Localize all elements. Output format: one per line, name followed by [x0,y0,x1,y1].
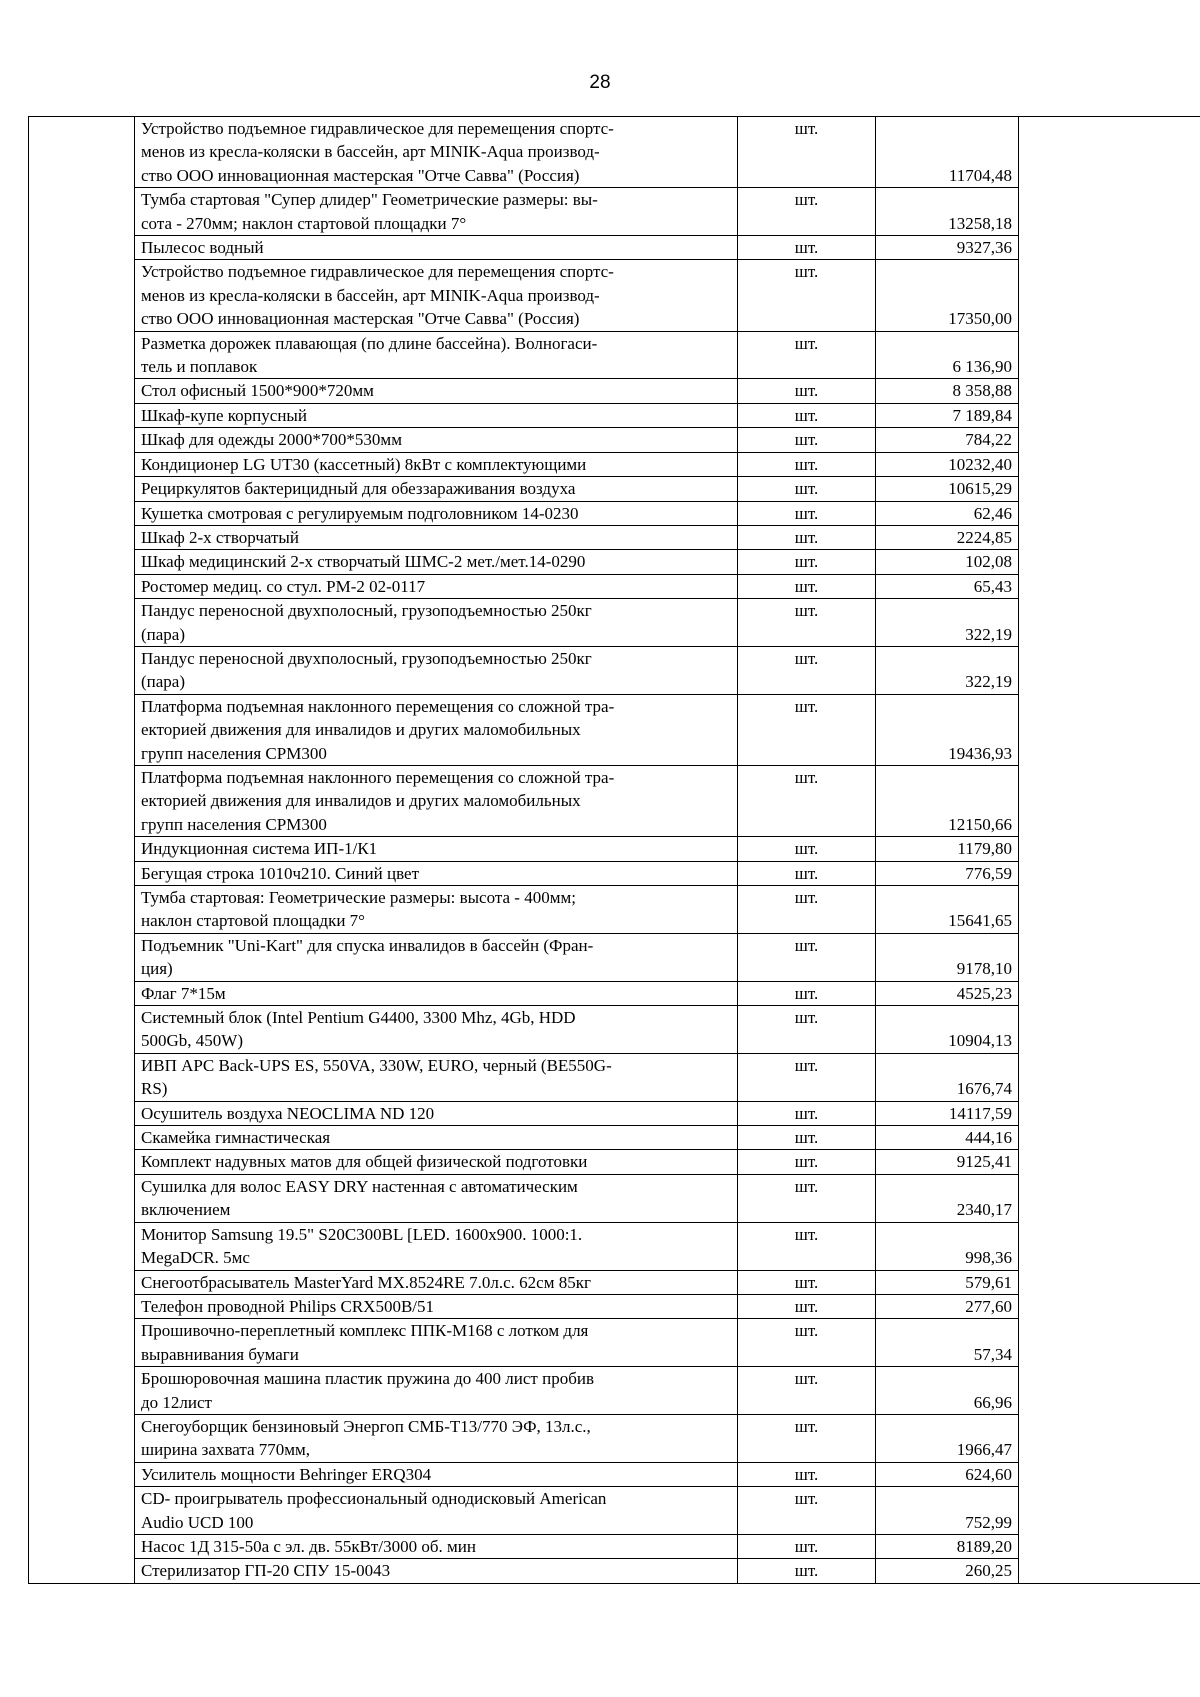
item-price-cell: 6 136,90 [876,331,1019,379]
table-row [29,117,1200,188]
item-unit-cell: шт. [738,428,876,452]
item-price-cell: 102,08 [876,550,1019,574]
item-price-cell: 322,19 [876,599,1019,647]
item-price-cell: 1966,47 [876,1414,1019,1462]
item-price-cell: 322,19 [876,646,1019,694]
item-unit-cell: шт. [738,1487,876,1535]
item-unit-cell: шт. [738,1294,876,1318]
item-name-cell: Скамейка гимнастическая [135,1126,738,1150]
item-unit-cell: шт. [738,501,876,525]
item-unit-cell: шт. [738,260,876,331]
item-unit-cell: шт. [738,933,876,981]
item-price-cell: 2224,85 [876,525,1019,549]
item-price-cell: 12150,66 [876,765,1019,836]
note-cell [1019,117,1200,1584]
item-price-cell: 14117,59 [876,1101,1019,1125]
item-unit-cell: шт. [738,1222,876,1270]
item-name-cell: Флаг 7*15м [135,981,738,1005]
item-name-cell: Тумба стартовая "Супер длидер" Геометрические размеры: вы- сота - 270мм; наклон стартовой площадки 7° [135,188,738,236]
page-number: 28 [589,72,611,93]
item-unit-cell: шт. [738,452,876,476]
item-price-cell: 1179,80 [876,837,1019,861]
item-name-cell: Рециркулятов бактерицидный для обеззараживания воздуха [135,477,738,501]
item-unit-cell: шт. [738,694,876,765]
item-name-cell: Шкаф для одежды 2000*700*530мм [135,428,738,452]
item-price-cell: 17350,00 [876,260,1019,331]
item-price-cell: 579,61 [876,1270,1019,1294]
item-price-cell: 624,60 [876,1462,1019,1486]
item-price-cell: 277,60 [876,1294,1019,1318]
item-price-cell: 10232,40 [876,452,1019,476]
item-unit-cell: шт. [738,886,876,934]
item-price-cell: 57,34 [876,1319,1019,1367]
item-price-cell: 998,36 [876,1222,1019,1270]
item-name-cell: Пандус переносной двухполосный, грузоподъемностью 250кг (пара) [135,646,738,694]
item-unit-cell: шт. [738,1053,876,1101]
item-name-cell: Стерилизатор ГП-20 СПУ 15-0043 [135,1559,738,1583]
item-name-cell: Шкаф медицинский 2-х створчатый ШМС-2 мет./мет.14-0290 [135,550,738,574]
item-unit-cell: шт. [738,1174,876,1222]
item-price-cell: 2340,17 [876,1174,1019,1222]
item-unit-cell: шт. [738,550,876,574]
item-name-cell: Ростомер медиц. со стул. РМ-2 02-0117 [135,574,738,598]
item-price-cell: 65,43 [876,574,1019,598]
item-name-cell: Платформа подъемная наклонного перемещения со сложной тра- екторией движения для инвалидов и других маломобильных групп населения СРМ300 [135,694,738,765]
item-name-cell: Усилитель мощности Behringer ERQ304 [135,1462,738,1486]
item-unit-cell: шт. [738,1534,876,1558]
item-unit-cell: шт. [738,1006,876,1054]
item-unit-cell: шт. [738,1559,876,1583]
item-unit-cell: шт. [738,646,876,694]
item-unit-cell: шт. [738,1150,876,1174]
item-name-cell: Снегоотбрасыватель MasterYard MX.8524RE 7.0л.с. 62см 85кг [135,1270,738,1294]
item-unit-cell: шт. [738,117,876,188]
item-name-cell: Кушетка смотровая с регулируемым подголовником 14-0230 [135,501,738,525]
item-name-cell: Брошюровочная машина пластик пружина до 400 лист пробив до 12лист [135,1367,738,1415]
item-price-cell: 752,99 [876,1487,1019,1535]
item-unit-cell: шт. [738,1414,876,1462]
item-unit-cell: шт. [738,861,876,885]
item-unit-cell: шт. [738,331,876,379]
item-name-cell: Шкаф-купе корпусный [135,403,738,427]
item-name-cell: Индукционная система ИП-1/К1 [135,837,738,861]
item-price-cell: 9327,36 [876,236,1019,260]
item-unit-cell: шт. [738,599,876,647]
item-unit-cell: шт. [738,765,876,836]
equipment-table [28,116,1200,1584]
item-name-cell: Прошивочно-переплетный комплекс ППК-М168 с лотком для выравнивания бумаги [135,1319,738,1367]
item-name-cell: Телефон проводной Philips CRX500B/51 [135,1294,738,1318]
row-number-cell [29,117,135,1584]
item-price-cell: 10615,29 [876,477,1019,501]
item-name-cell: Устройство подъемное гидравлическое для перемещения спортс- менов из кресла-коляски в бассейн, арт MINIK-Aqua производ- ство ООО инновационная мастерская "Отче Савва" (Россия) [135,260,738,331]
item-unit-cell: шт. [738,1319,876,1367]
item-name-cell: Подъемник "Uni-Kart" для спуска инвалидов в бассейн (Фран- ция) [135,933,738,981]
item-price-cell: 784,22 [876,428,1019,452]
item-unit-cell: шт. [738,379,876,403]
item-name-cell: Шкаф 2-х створчатый [135,525,738,549]
item-unit-cell: шт. [738,837,876,861]
item-price-cell: 9178,10 [876,933,1019,981]
item-price-cell: 19436,93 [876,694,1019,765]
item-name-cell: Снегоуборщик бензиновый Энергоп СМБ-Т13/770 ЭФ, 13л.с., ширина захвата 770мм, [135,1414,738,1462]
item-price-cell: 62,46 [876,501,1019,525]
item-name-cell: Комплект надувных матов для общей физической подготовки [135,1150,738,1174]
item-name-cell: Сушилка для волос EASY DRY настенная с автоматическим включением [135,1174,738,1222]
item-name-cell: CD- проигрыватель профессиональный однодисковый American Audio UCD 100 [135,1487,738,1535]
item-price-cell: 66,96 [876,1367,1019,1415]
item-unit-cell: шт. [738,981,876,1005]
item-price-cell: 8 358,88 [876,379,1019,403]
item-unit-cell: шт. [738,188,876,236]
item-price-cell: 10904,13 [876,1006,1019,1054]
item-name-cell: Платформа подъемная наклонного перемещения со сложной тра- екторией движения для инвалидов и других маломобильных групп населения СРМ300 [135,765,738,836]
item-price-cell: 4525,23 [876,981,1019,1005]
item-name-cell: Пылесос водный [135,236,738,260]
item-unit-cell: шт. [738,477,876,501]
item-unit-cell: шт. [738,236,876,260]
item-unit-cell: шт. [738,403,876,427]
item-price-cell: 13258,18 [876,188,1019,236]
item-name-cell: Бегущая строка 1010ч210. Синий цвет [135,861,738,885]
item-price-cell: 7 189,84 [876,403,1019,427]
item-name-cell: Устройство подъемное гидравлическое для перемещения спортс- менов из кресла-коляски в бассейн, арт MINIK-Aqua производ- ство ООО инновационная мастерская "Отче Савва" (Россия) [135,117,738,188]
item-name-cell: Осушитель воздуха NEOCLIMA ND 120 [135,1101,738,1125]
item-name-cell: Стол офисный 1500*900*720мм [135,379,738,403]
item-unit-cell: шт. [738,525,876,549]
item-price-cell: 260,25 [876,1559,1019,1583]
item-name-cell: Системный блок (Intel Pentium G4400, 3300 Mhz, 4Gb, HDD 500Gb, 450W) [135,1006,738,1054]
item-name-cell: Тумба стартовая: Геометрические размеры: высота - 400мм; наклон стартовой площадки 7° [135,886,738,934]
item-price-cell: 1676,74 [876,1053,1019,1101]
item-unit-cell: шт. [738,574,876,598]
item-name-cell: Пандус переносной двухполосный, грузоподъемностью 250кг (пара) [135,599,738,647]
item-price-cell: 9125,41 [876,1150,1019,1174]
table-body [29,117,1200,1584]
item-unit-cell: шт. [738,1101,876,1125]
item-name-cell: Разметка дорожек плавающая (по длине бассейна). Волногаси- тель и поплавок [135,331,738,379]
item-price-cell: 15641,65 [876,886,1019,934]
item-price-cell: 11704,48 [876,117,1019,188]
item-unit-cell: шт. [738,1367,876,1415]
item-name-cell: Насос 1Д 315-50а с эл. дв. 55кВт/3000 об. мин [135,1534,738,1558]
item-unit-cell: шт. [738,1270,876,1294]
item-unit-cell: шт. [738,1126,876,1150]
item-price-cell: 776,59 [876,861,1019,885]
item-name-cell: ИВП APC Back-UPS ES, 550VA, 330W, EURO, черный (BE550G- RS) [135,1053,738,1101]
item-price-cell: 444,16 [876,1126,1019,1150]
item-price-cell: 8189,20 [876,1534,1019,1558]
item-name-cell: Кондиционер LG UT30 (кассетный) 8кВт с комплектующими [135,452,738,476]
item-unit-cell: шт. [738,1462,876,1486]
item-name-cell: Монитор Samsung 19.5" S20C300BL [LED. 1600x900. 1000:1. MegaDCR. 5мс [135,1222,738,1270]
